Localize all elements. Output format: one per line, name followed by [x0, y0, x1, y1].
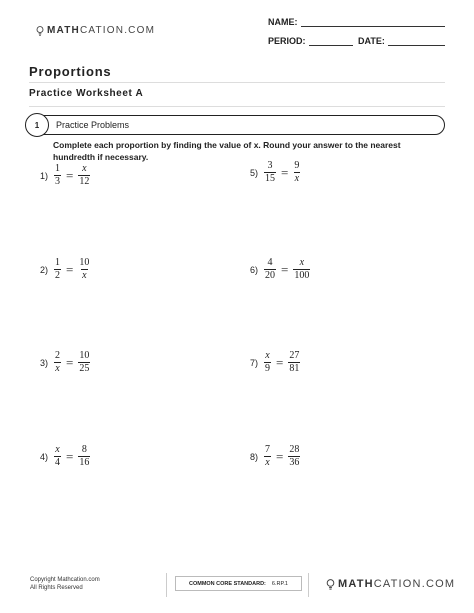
instructions: Complete each proportion by finding the value of x. Round your answer to the nearest hundredth if necessary.	[53, 140, 401, 162]
problem-5: 5) $\frac{3}{15}$ = $\frac{9}{x}$	[250, 160, 300, 184]
page-subtitle: Practice Worksheet A	[29, 88, 144, 99]
standard-label: COMMON CORE STANDARD:	[188, 580, 266, 587]
brand-rest: CATION.COM	[79, 25, 156, 36]
footer-copyright	[30, 576, 100, 592]
section-label: Practice Problems	[56, 120, 130, 130]
lightbulb-icon	[36, 26, 44, 36]
problem-3: 3) $\frac{2}{x}$ = $\frac{10}{25}$	[40, 350, 90, 374]
period-line[interactable]	[309, 37, 353, 46]
problem-6: 6) $\frac{4}{20}$ = $\frac{x}{100}$	[250, 257, 310, 281]
problem-8: 8) $\frac{7}{x}$ = $\frac{28}{36}$	[250, 444, 300, 468]
lightbulb-icon	[326, 579, 335, 590]
footer-divider-right	[308, 573, 309, 597]
rights-text: All Rights Reserved	[30, 585, 83, 591]
problem-4: 4) $\frac{x}{4}$ = $\frac{8}{16}$	[40, 444, 90, 468]
footer-divider-left	[166, 573, 167, 597]
date-line[interactable]	[388, 37, 445, 46]
footer-brand-rest: CATION.COM	[373, 578, 456, 590]
section-number: 1	[25, 113, 49, 137]
name-line[interactable]	[301, 18, 445, 27]
problem-7: 7) $\frac{x}{9}$ = $\frac{27}{81}$	[250, 350, 300, 374]
brand-math: MATH	[47, 25, 80, 36]
problem-1: 1) $\frac{1}{3}$ = $\frac{x}{12}$	[40, 163, 90, 187]
date-field[interactable]	[358, 36, 445, 46]
page-title: Proportions	[29, 64, 112, 79]
name-label: NAME:	[268, 17, 298, 27]
standard-value: 6.RP.1	[271, 580, 288, 587]
common-core-standard-box	[175, 576, 302, 591]
period-label: PERIOD:	[268, 36, 306, 46]
problem-2: 2) $\frac{1}{2}$ = $\frac{10}{x}$	[40, 257, 90, 281]
footer-brand-math: MATH	[338, 578, 374, 590]
subtitle-divider	[29, 106, 445, 107]
name-field[interactable]	[268, 17, 445, 27]
date-label: DATE:	[358, 36, 385, 46]
footer-brand-logo	[326, 578, 455, 590]
brand-logo	[36, 25, 155, 36]
title-divider	[29, 82, 445, 83]
period-field[interactable]	[268, 36, 353, 46]
copyright-text: Copyright Mathcation.com	[30, 577, 100, 583]
